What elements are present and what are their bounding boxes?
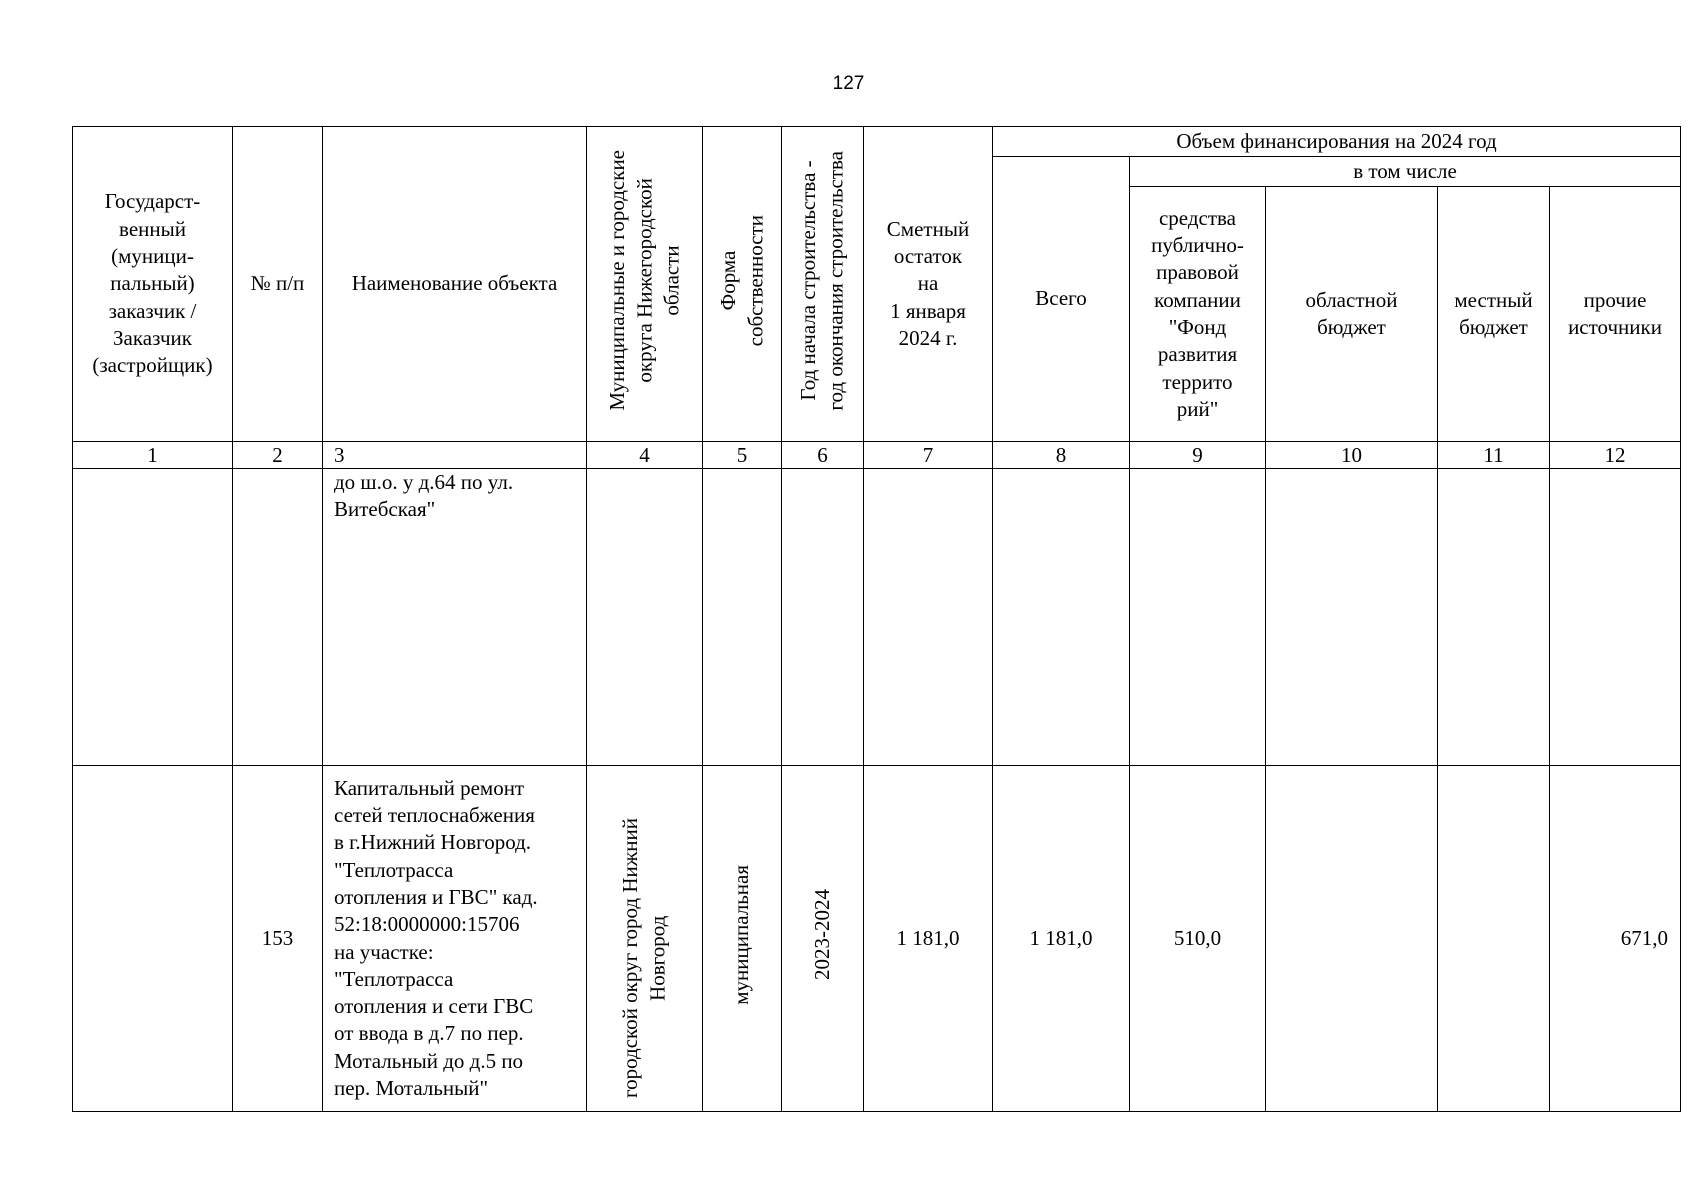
column-number: 2: [233, 442, 323, 469]
cell-total: [993, 469, 1130, 766]
header-fund: средства публично- правовой компании "Фонд развития террито рий": [1130, 187, 1266, 442]
column-number: 12: [1550, 442, 1681, 469]
cell-years: [782, 766, 864, 1112]
cell-estimate-balance: 1 181,0: [864, 766, 993, 1112]
cell-fund: 510,0: [1130, 766, 1266, 1112]
header-municipality: [587, 127, 703, 442]
header-local-budget: местный бюджет: [1438, 187, 1550, 442]
cell-total: 1 181,0: [993, 766, 1130, 1112]
financing-table: [72, 126, 1681, 1112]
header-regional-budget: областной бюджет: [1266, 187, 1438, 442]
column-number-row: [73, 442, 1681, 469]
column-number: 3: [323, 442, 587, 469]
cell-ownership: [703, 766, 782, 1112]
cell-number: [233, 469, 323, 766]
cell-customer: [73, 766, 233, 1112]
cell-regional-budget: [1266, 766, 1438, 1112]
column-number: 6: [782, 442, 864, 469]
column-number: 11: [1438, 442, 1550, 469]
cell-years-text: 2023-2024: [809, 889, 834, 981]
header-row-1: [73, 127, 1681, 157]
header-total: Всего: [993, 157, 1130, 442]
cell-fund: [1130, 469, 1266, 766]
header-years-text: Год начала строительства - год окончания строительства: [796, 150, 848, 411]
header-customer: Государст- венный (муници- пальный) заказчик / Заказчик (застройщик): [73, 127, 233, 442]
cell-ownership: [703, 469, 782, 766]
column-number: 7: [864, 442, 993, 469]
cell-estimate-balance: [864, 469, 993, 766]
cell-local-budget: [1438, 469, 1550, 766]
cell-years: [782, 469, 864, 766]
header-number: № п/п: [233, 127, 323, 442]
page-number: 127: [832, 73, 865, 94]
column-number: 4: [587, 442, 703, 469]
header-ownership: [703, 127, 782, 442]
column-number: 5: [703, 442, 782, 469]
header-object-name: Наименование объекта: [323, 127, 587, 442]
header-other-sources: прочие источники: [1550, 187, 1681, 442]
header-ownership-text: Форма собственности: [715, 214, 767, 347]
cell-object-name: до ш.о. у д.64 по ул. Витебская": [323, 469, 587, 766]
table-row: [73, 766, 1681, 1112]
cell-number: 153: [233, 766, 323, 1112]
table-row: [73, 469, 1681, 766]
header-years: [782, 127, 864, 442]
header-estimate-balance: Сметный остаток на 1 января 2024 г.: [864, 127, 993, 442]
cell-local-budget: [1438, 766, 1550, 1112]
column-number: 9: [1130, 442, 1266, 469]
header-including: в том числе: [1130, 157, 1681, 187]
column-number: 10: [1266, 442, 1438, 469]
column-number: 8: [993, 442, 1130, 469]
cell-municipality: [587, 469, 703, 766]
cell-municipality-text: городской округ город Нижний Новгород: [618, 817, 670, 1098]
cell-regional-budget: [1266, 469, 1438, 766]
cell-object-name: Капитальный ремонт сетей теплоснабжения в г.Нижний Новгород. "Теплотрасса отопления и ГВС" кад. 52:18:0000000:15706 на участке: "Теплотрасса отопления и сети ГВС от ввода в д.7 по пер. Мотальный до д.5 по пер. Мотальный": [323, 766, 587, 1112]
cell-customer: [73, 469, 233, 766]
cell-other-sources: 671,0: [1550, 766, 1681, 1112]
cell-ownership-text: муниципальная: [729, 864, 754, 1005]
header-financing-group: Объем финансирования на 2024 год: [993, 127, 1681, 157]
cell-municipality: [587, 766, 703, 1112]
cell-other-sources: [1550, 469, 1681, 766]
header-municipality-text: Муниципальные и городские округа Нижегородской области: [604, 150, 684, 411]
column-number: 1: [73, 442, 233, 469]
